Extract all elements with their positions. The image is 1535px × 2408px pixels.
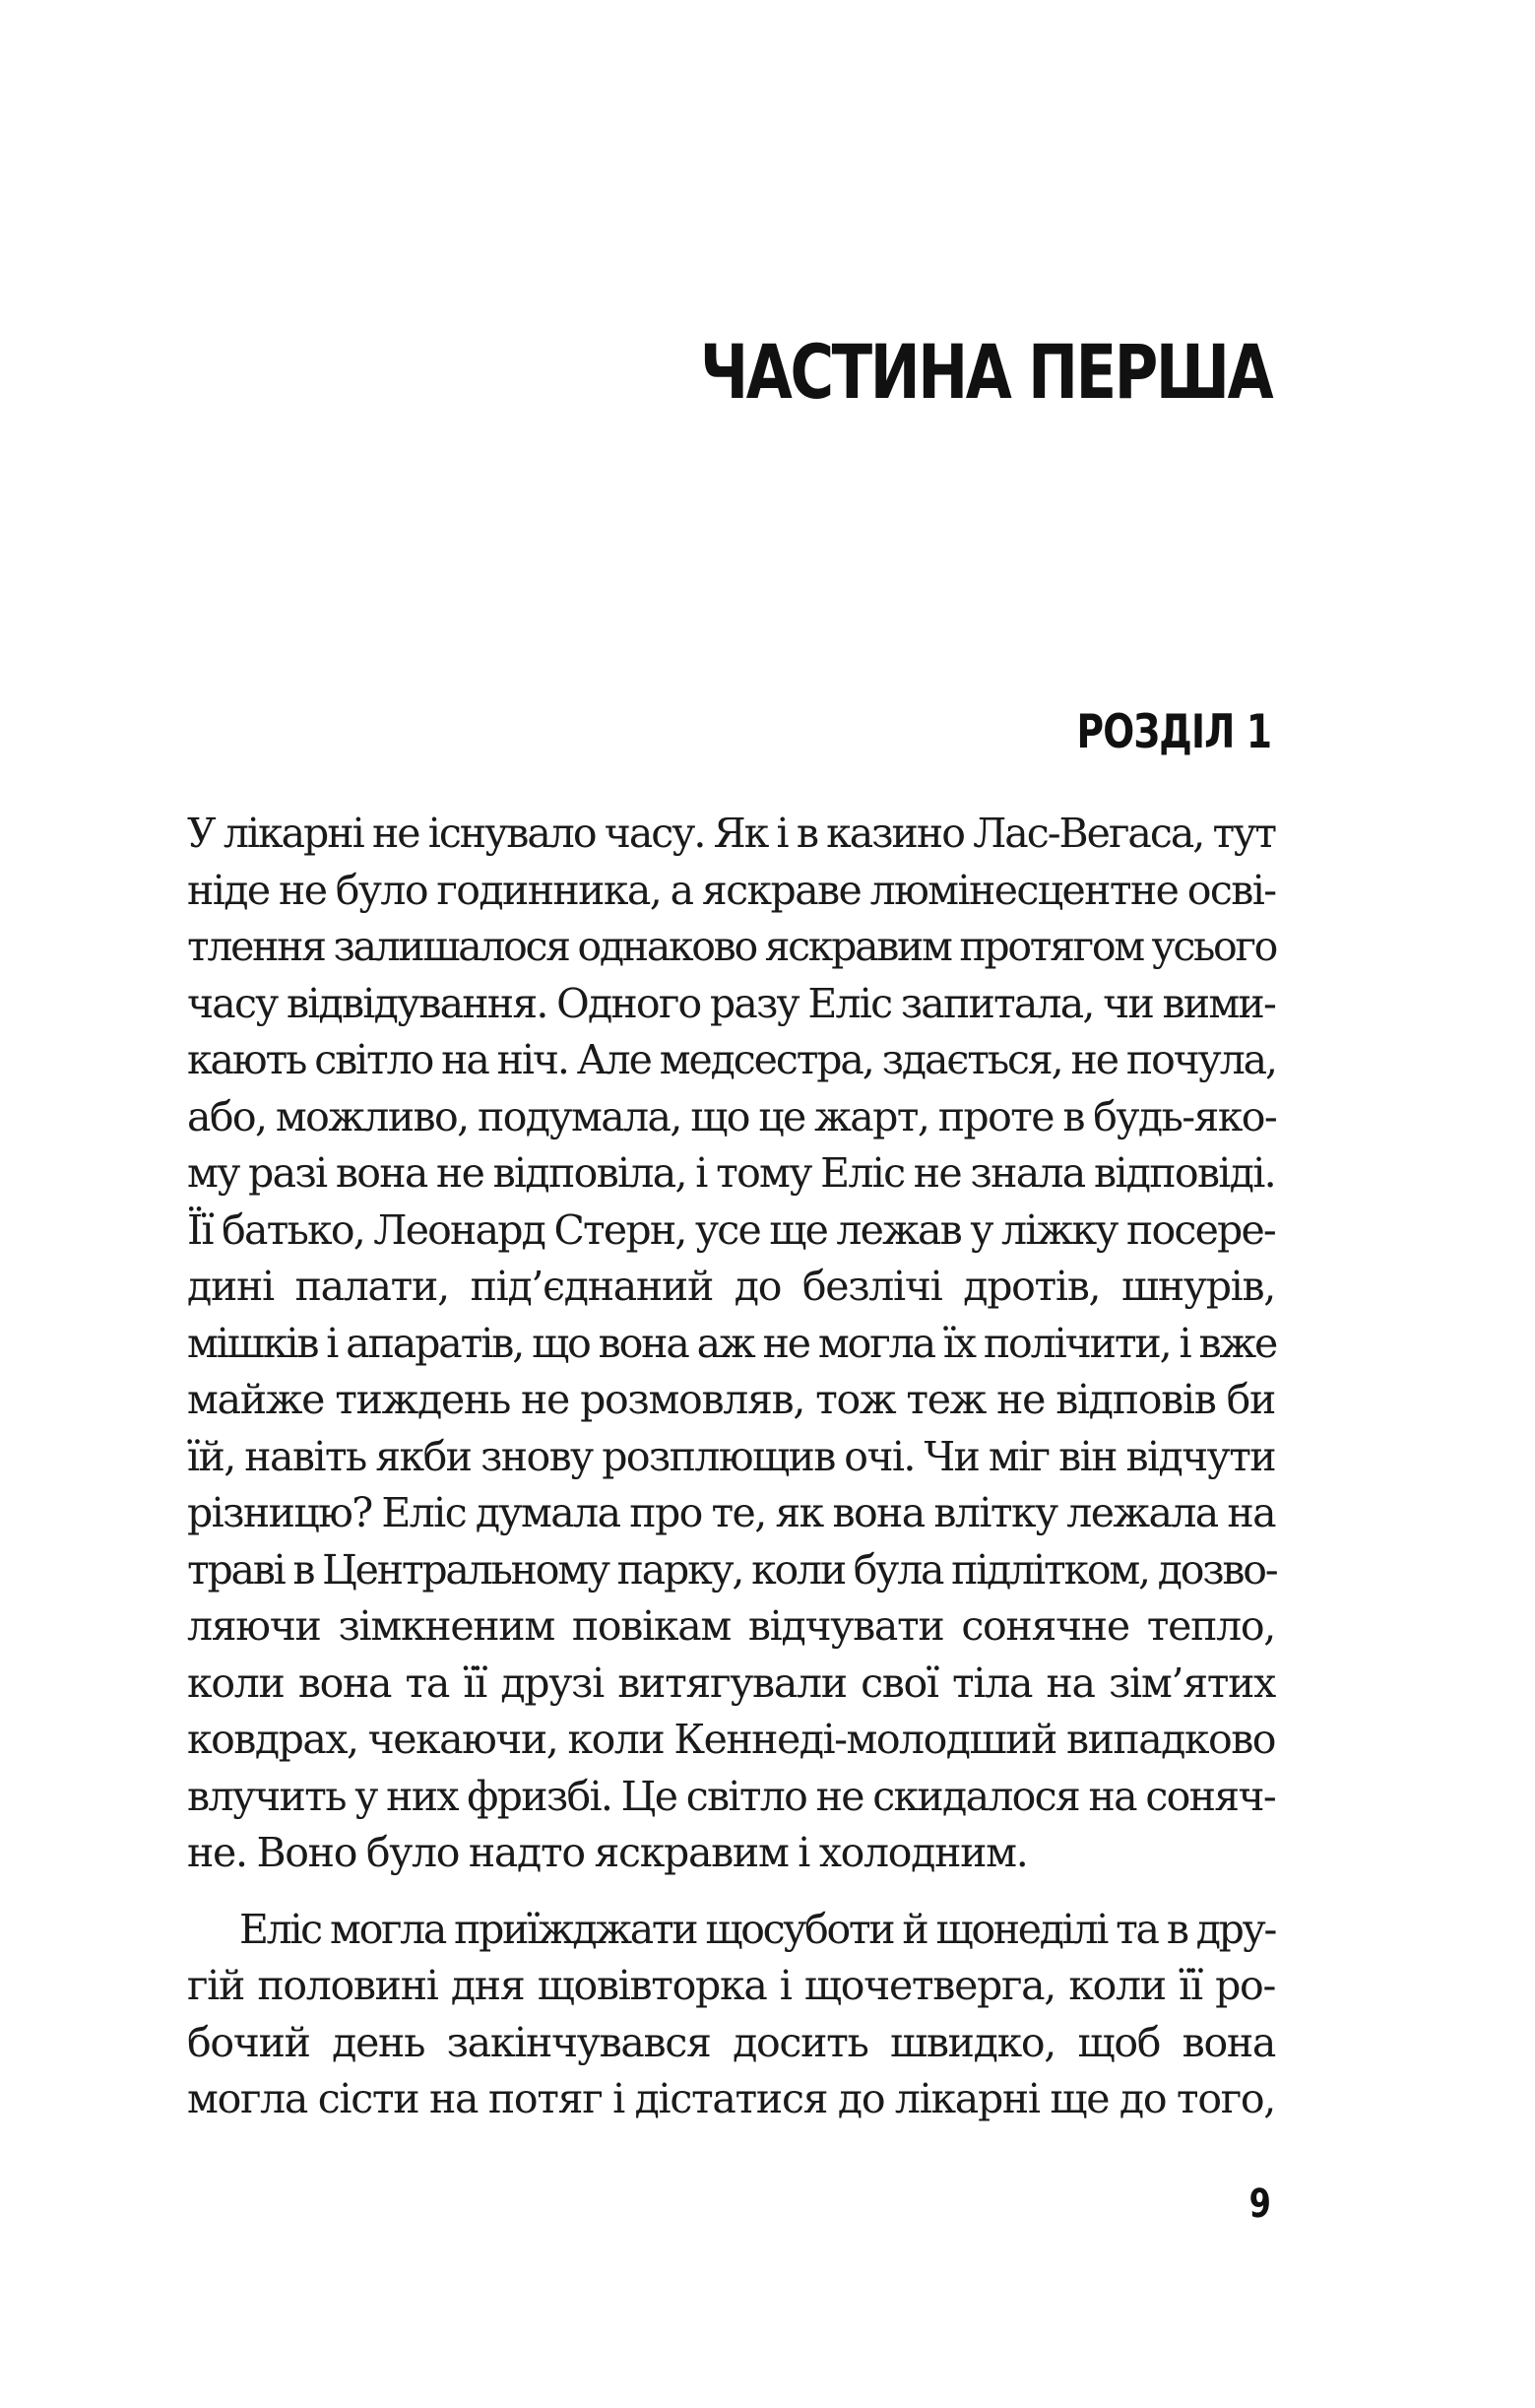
- text-line: му разі вона не відповіла, і тому Еліс не знала відповіді.: [187, 1149, 1275, 1197]
- paragraph-2: [187, 1902, 1275, 2128]
- text-line: траві в Центральному парку, коли була підлітком, дозво-: [187, 1545, 1277, 1594]
- text-line: бочий день закінчувався досить швидко, щоб вона: [187, 2018, 1275, 2066]
- text-line: У лікарні не існувало часу. Як і в казино Лас-Вегаса, тут: [187, 810, 1275, 857]
- text-line: часу відвідування. Одного разу Еліс запитала, чи вими-: [187, 979, 1275, 1027]
- text-line: ковдрах, чекаючи, коли Кеннеді-молодший випадково: [187, 1716, 1275, 1763]
- text-line: гій половині дня щовівторка і щочетверга, коли її ро-: [187, 1962, 1275, 2009]
- chapter-body: [187, 806, 1275, 2128]
- text-line: Еліс могла приїжджати щосуботи й щонеділі та в дру-: [239, 1905, 1275, 1953]
- text-line: ляючи зімкненим повікам відчувати сонячне тепло,: [187, 1602, 1275, 1650]
- text-line: дині палати, під’єднаний до безлічі дротів, шнурів,: [187, 1263, 1275, 1310]
- text-line: могла сісти на потяг і дістатися до лікарні ще до того,: [187, 2075, 1275, 2122]
- text-line: тлення залишалося однаково яскравим протягом усього: [187, 923, 1277, 970]
- text-line: влучить у них фризбі. Це світло не скидалося на соняч-: [187, 1772, 1275, 1820]
- page-number: 9: [1248, 2181, 1271, 2227]
- text-line: ніде не було годинника, а яскраве люмінесцентне осві-: [187, 866, 1276, 914]
- text-line: коли вона та її друзі витягували свої тіла на зім’ятих: [187, 1659, 1275, 1707]
- text-line: не. Воно було надто яскравим і холодним.: [187, 1829, 1028, 1876]
- text-line: різницю? Еліс думала про те, як вона влітку лежала на: [187, 1489, 1275, 1536]
- paragraph-gap: [187, 1882, 1275, 1902]
- text-line: мішків і апаратів, що вона аж не могла їх полічити, і вже: [187, 1319, 1277, 1367]
- chapter-title: РОЗДІЛ 1: [1076, 705, 1271, 759]
- paragraph-1: [187, 806, 1275, 1882]
- text-line: майже тиждень не розмовляв, тож теж не відповів би: [187, 1376, 1275, 1423]
- text-line: кають світло на ніч. Але медсестра, здається, не почула,: [187, 1036, 1276, 1083]
- text-line: Її батько, Леонард Стерн, усе ще лежав у ліжку посере-: [187, 1205, 1275, 1254]
- text-line: або, можливо, подумала, що це жарт, проте в будь-яко-: [187, 1092, 1277, 1140]
- text-line: їй, навіть якби знову розплющив очі. Чи міг він відчути: [187, 1432, 1275, 1480]
- part-title: ЧАСТИНА ПЕРША: [699, 328, 1271, 416]
